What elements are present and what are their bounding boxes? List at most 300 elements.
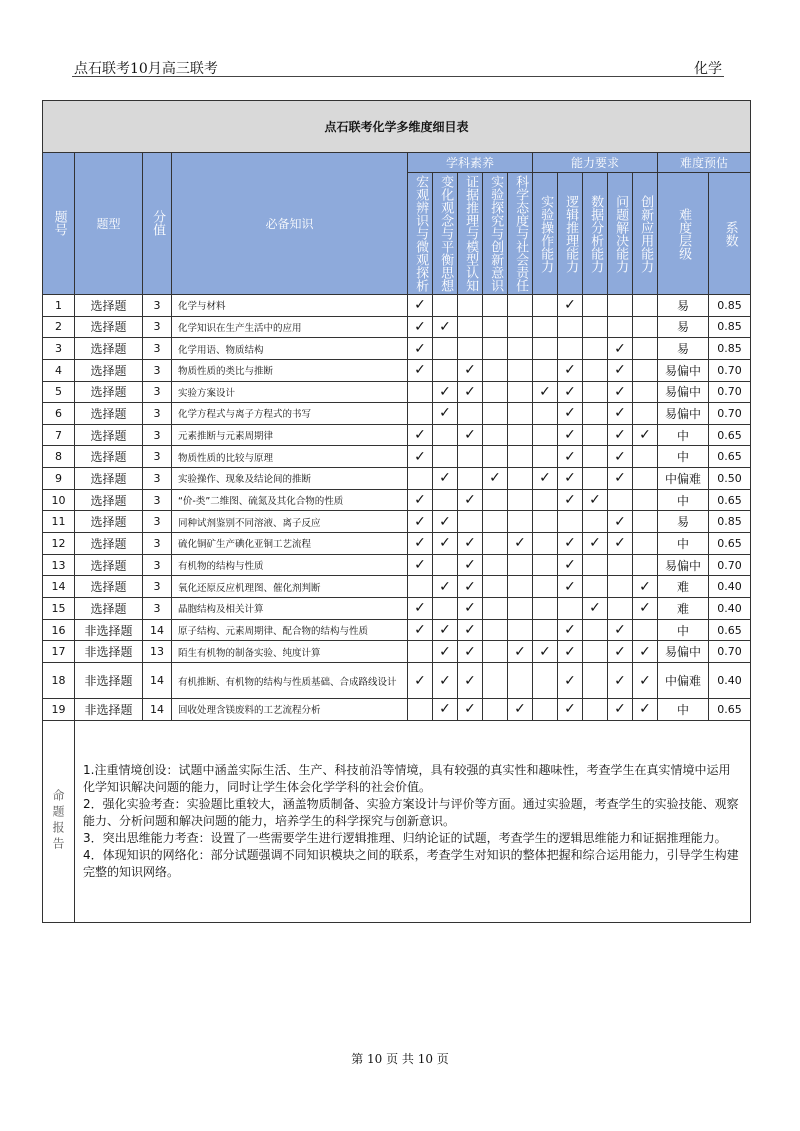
cell-score: 3	[143, 598, 172, 620]
col-header-ability: 数据分析能力	[583, 173, 608, 295]
cell-difficulty-level: 中	[658, 489, 709, 511]
cell-check: ✓	[558, 468, 583, 490]
cell-check	[483, 511, 508, 533]
cell-check: ✓	[633, 576, 658, 598]
report-body	[75, 720, 751, 922]
cell-num: 6	[43, 403, 75, 425]
cell-num: 7	[43, 424, 75, 446]
report-paragraph: 1.注重情境创设：试题中涵盖实际生活、生产、科技前沿等情境，具有较强的真实性和趣味性，考查学生在真实情境中运用化学知识解决问题的能力，同时让学生体会化学学科的社会价值。	[83, 762, 731, 794]
cell-knowledge: 回收处理含镁废料的工艺流程分析	[172, 699, 408, 721]
cell-check	[508, 554, 533, 576]
col-header-literacy: 科学态度与社会责任	[508, 173, 533, 295]
table-row	[43, 294, 751, 316]
cell-score: 3	[143, 403, 172, 425]
cell-check: ✓	[408, 619, 433, 641]
cell-check	[433, 598, 458, 620]
cell-check: ✓	[458, 576, 483, 598]
cell-coefficient: 0.85	[709, 316, 751, 338]
cell-check	[483, 489, 508, 511]
cell-check	[408, 468, 433, 490]
cell-coefficient: 0.50	[709, 468, 751, 490]
cell-check: ✓	[608, 533, 633, 555]
cell-check	[633, 511, 658, 533]
cell-check: ✓	[608, 359, 633, 381]
cell-check	[458, 294, 483, 316]
cell-check	[558, 316, 583, 338]
cell-num: 11	[43, 511, 75, 533]
cell-coefficient: 0.70	[709, 359, 751, 381]
cell-coefficient: 0.65	[709, 489, 751, 511]
cell-check	[533, 663, 558, 699]
cell-coefficient: 0.70	[709, 554, 751, 576]
cell-check: ✓	[458, 598, 483, 620]
cell-check	[533, 598, 558, 620]
cell-check: ✓	[433, 533, 458, 555]
cell-check: ✓	[558, 424, 583, 446]
cell-check	[633, 359, 658, 381]
col-header-literacy: 宏观辨识与微观探析	[408, 173, 433, 295]
cell-knowledge: 化学知识在生产生活中的应用	[172, 316, 408, 338]
cell-check: ✓	[408, 554, 433, 576]
cell-coefficient: 0.40	[709, 663, 751, 699]
cell-score: 14	[143, 619, 172, 641]
cell-coefficient: 0.40	[709, 598, 751, 620]
cell-check: ✓	[508, 699, 533, 721]
cell-num: 19	[43, 699, 75, 721]
cell-check: ✓	[458, 533, 483, 555]
cell-type: 选择题	[75, 381, 143, 403]
cell-difficulty-level: 中	[658, 619, 709, 641]
cell-check	[533, 359, 558, 381]
cell-check: ✓	[433, 316, 458, 338]
cell-check	[458, 403, 483, 425]
cell-check: ✓	[608, 699, 633, 721]
cell-check: ✓	[458, 619, 483, 641]
cell-coefficient: 0.65	[709, 619, 751, 641]
table-row	[43, 446, 751, 468]
header-exam-name: 点石联考10月高三联考	[74, 61, 218, 77]
cell-check: ✓	[458, 424, 483, 446]
cell-num: 2	[43, 316, 75, 338]
cell-check	[583, 294, 608, 316]
cell-num: 13	[43, 554, 75, 576]
cell-check	[433, 294, 458, 316]
cell-check	[608, 489, 633, 511]
cell-difficulty-level: 易	[658, 316, 709, 338]
cell-knowledge: 氧化还原反应机理图、催化剂判断	[172, 576, 408, 598]
cell-check: ✓	[408, 359, 433, 381]
cell-check: ✓	[608, 511, 633, 533]
cell-score: 3	[143, 381, 172, 403]
cell-check: ✓	[408, 446, 433, 468]
cell-check: ✓	[608, 381, 633, 403]
cell-check	[533, 576, 558, 598]
cell-check: ✓	[433, 511, 458, 533]
cell-check	[483, 619, 508, 641]
cell-check: ✓	[583, 533, 608, 555]
cell-check	[508, 619, 533, 641]
cell-check	[533, 619, 558, 641]
cell-coefficient: 0.70	[709, 641, 751, 663]
cell-difficulty-level: 中	[658, 446, 709, 468]
cell-check	[433, 446, 458, 468]
cell-score: 13	[143, 641, 172, 663]
cell-difficulty-level: 易偏中	[658, 403, 709, 425]
cell-check	[508, 403, 533, 425]
cell-check	[533, 533, 558, 555]
cell-score: 3	[143, 294, 172, 316]
cell-check	[533, 554, 558, 576]
cell-num: 12	[43, 533, 75, 555]
cell-type: 选择题	[75, 533, 143, 555]
cell-check	[583, 576, 608, 598]
cell-check	[483, 699, 508, 721]
cell-check	[508, 294, 533, 316]
table-row	[43, 424, 751, 446]
cell-check: ✓	[558, 403, 583, 425]
cell-num: 3	[43, 338, 75, 360]
cell-check	[458, 468, 483, 490]
cell-check: ✓	[408, 316, 433, 338]
cell-check	[533, 699, 558, 721]
cell-check: ✓	[433, 468, 458, 490]
cell-check: ✓	[633, 641, 658, 663]
cell-check	[533, 338, 558, 360]
cell-check	[533, 489, 558, 511]
cell-check: ✓	[558, 381, 583, 403]
cell-check	[633, 468, 658, 490]
cell-type: 非选择题	[75, 699, 143, 721]
cell-score: 3	[143, 554, 172, 576]
col-header-type: 题型	[75, 152, 143, 294]
table-row	[43, 598, 751, 620]
cell-check: ✓	[558, 359, 583, 381]
cell-check: ✓	[558, 533, 583, 555]
cell-check	[633, 446, 658, 468]
cell-check: ✓	[608, 446, 633, 468]
cell-check	[508, 424, 533, 446]
cell-check: ✓	[633, 699, 658, 721]
cell-check	[483, 554, 508, 576]
cell-check: ✓	[433, 619, 458, 641]
group-header-literacy: 学科素养	[408, 152, 533, 173]
col-header-ability: 问题解决能力	[608, 173, 633, 295]
cell-check	[483, 533, 508, 555]
cell-knowledge: 硫化铜矿生产碘化亚铜工艺流程	[172, 533, 408, 555]
cell-score: 3	[143, 468, 172, 490]
cell-check: ✓	[608, 338, 633, 360]
cell-check	[508, 468, 533, 490]
cell-score: 3	[143, 511, 172, 533]
cell-difficulty-level: 易	[658, 294, 709, 316]
col-header-score: 分值	[143, 152, 172, 294]
cell-check	[408, 403, 433, 425]
cell-check	[483, 598, 508, 620]
cell-check	[483, 403, 508, 425]
cell-knowledge: 化学与材料	[172, 294, 408, 316]
cell-check: ✓	[433, 663, 458, 699]
col-header-literacy: 实验探究与创新意识	[483, 173, 508, 295]
cell-num: 4	[43, 359, 75, 381]
cell-check	[483, 381, 508, 403]
cell-difficulty-level: 中偏难	[658, 663, 709, 699]
cell-check: ✓	[508, 533, 533, 555]
cell-check	[508, 576, 533, 598]
cell-check	[483, 338, 508, 360]
cell-knowledge: “价-类”二维图、硫氮及其化合物的性质	[172, 489, 408, 511]
cell-check: ✓	[458, 663, 483, 699]
cell-num: 10	[43, 489, 75, 511]
cell-check	[583, 468, 608, 490]
cell-type: 选择题	[75, 446, 143, 468]
cell-check	[508, 359, 533, 381]
cell-check	[583, 663, 608, 699]
cell-check: ✓	[458, 699, 483, 721]
cell-check: ✓	[558, 554, 583, 576]
cell-knowledge: 同种试剂鉴别不同溶液、离子反应	[172, 511, 408, 533]
cell-difficulty-level: 易偏中	[658, 381, 709, 403]
cell-check	[608, 576, 633, 598]
table-row	[43, 403, 751, 425]
cell-check	[608, 598, 633, 620]
cell-check: ✓	[458, 381, 483, 403]
cell-check: ✓	[558, 663, 583, 699]
cell-type: 非选择题	[75, 641, 143, 663]
cell-check: ✓	[558, 641, 583, 663]
cell-knowledge: 有机推断、有机物的结构与性质基础、合成路线设计	[172, 663, 408, 699]
cell-score: 3	[143, 446, 172, 468]
table-row	[43, 468, 751, 490]
cell-check	[633, 554, 658, 576]
cell-check	[583, 554, 608, 576]
cell-check: ✓	[608, 468, 633, 490]
cell-check	[633, 381, 658, 403]
cell-check: ✓	[608, 403, 633, 425]
table-row	[43, 533, 751, 555]
cell-type: 选择题	[75, 403, 143, 425]
cell-check: ✓	[608, 619, 633, 641]
table-row	[43, 489, 751, 511]
cell-check	[533, 511, 558, 533]
cell-check	[483, 576, 508, 598]
cell-score: 3	[143, 489, 172, 511]
cell-check	[508, 446, 533, 468]
cell-check	[608, 316, 633, 338]
cell-score: 3	[143, 338, 172, 360]
cell-check: ✓	[633, 424, 658, 446]
table-row	[43, 338, 751, 360]
cell-type: 选择题	[75, 576, 143, 598]
cell-type: 选择题	[75, 338, 143, 360]
cell-check: ✓	[558, 619, 583, 641]
cell-knowledge: 化学方程式与离子方程式的书写	[172, 403, 408, 425]
cell-num: 17	[43, 641, 75, 663]
cell-check	[583, 338, 608, 360]
cell-difficulty-level: 易	[658, 338, 709, 360]
cell-knowledge: 实验方案设计	[172, 381, 408, 403]
cell-type: 选择题	[75, 316, 143, 338]
table-row	[43, 699, 751, 721]
cell-check	[533, 403, 558, 425]
cell-check: ✓	[558, 576, 583, 598]
cell-check: ✓	[508, 641, 533, 663]
cell-check	[508, 316, 533, 338]
cell-coefficient: 0.85	[709, 294, 751, 316]
cell-check	[483, 446, 508, 468]
cell-check	[608, 554, 633, 576]
cell-check	[583, 446, 608, 468]
col-header-literacy: 证据推理与模型认知	[458, 173, 483, 295]
table-row	[43, 381, 751, 403]
cell-check: ✓	[558, 294, 583, 316]
table-row	[43, 554, 751, 576]
cell-type: 选择题	[75, 511, 143, 533]
cell-check: ✓	[533, 641, 558, 663]
cell-check: ✓	[458, 489, 483, 511]
cell-knowledge: 原子结构、元素周期律、配合物的结构与性质	[172, 619, 408, 641]
cell-check	[583, 359, 608, 381]
cell-check	[633, 338, 658, 360]
cell-check: ✓	[483, 468, 508, 490]
cell-check	[433, 424, 458, 446]
cell-type: 选择题	[75, 468, 143, 490]
col-header-ability: 逻辑推理能力	[558, 173, 583, 295]
cell-check: ✓	[408, 598, 433, 620]
cell-check	[583, 424, 608, 446]
cell-difficulty-level: 易偏中	[658, 359, 709, 381]
cell-coefficient: 0.65	[709, 699, 751, 721]
cell-check: ✓	[408, 489, 433, 511]
cell-score: 14	[143, 699, 172, 721]
cell-num: 15	[43, 598, 75, 620]
cell-num: 5	[43, 381, 75, 403]
cell-check: ✓	[583, 489, 608, 511]
cell-check	[433, 554, 458, 576]
cell-coefficient: 0.85	[709, 511, 751, 533]
table-row	[43, 576, 751, 598]
cell-check	[408, 699, 433, 721]
cell-check	[408, 576, 433, 598]
report-paragraph: 3．突出思维能力考查：设置了一些需要学生进行逻辑推理、归纳论证的试题，考查学生的逻辑思维能力和证据推理能力。	[83, 830, 727, 845]
report-label-cell	[43, 720, 75, 922]
group-header-difficulty: 难度预估	[658, 152, 751, 173]
cell-check	[633, 533, 658, 555]
cell-check	[458, 511, 483, 533]
cell-check	[458, 316, 483, 338]
cell-difficulty-level: 中	[658, 533, 709, 555]
cell-check: ✓	[583, 598, 608, 620]
cell-knowledge: 有机物的结构与性质	[172, 554, 408, 576]
cell-check	[633, 316, 658, 338]
cell-check	[458, 338, 483, 360]
cell-check	[433, 359, 458, 381]
cell-check: ✓	[408, 533, 433, 555]
cell-check	[508, 598, 533, 620]
cell-check	[408, 381, 433, 403]
cell-check	[433, 489, 458, 511]
cell-difficulty-level: 难	[658, 576, 709, 598]
cell-check	[633, 403, 658, 425]
page-header	[72, 56, 724, 77]
report-paragraph: 2．强化实验考查：实验题比重较大，涵盖物质制备、实验方案设计与评价等方面。通过实验题，考查学生的实验技能、观察能力、分析问题和解决问题的能力，培养学生的科学探究与创新意识。	[83, 796, 739, 828]
cell-check: ✓	[558, 699, 583, 721]
cell-check	[533, 446, 558, 468]
cell-check: ✓	[533, 381, 558, 403]
cell-check	[583, 316, 608, 338]
cell-type: 选择题	[75, 294, 143, 316]
cell-num: 1	[43, 294, 75, 316]
cell-score: 3	[143, 533, 172, 555]
cell-check	[508, 511, 533, 533]
cell-type: 选择题	[75, 424, 143, 446]
cell-type: 选择题	[75, 359, 143, 381]
cell-num: 8	[43, 446, 75, 468]
cell-difficulty-level: 易	[658, 511, 709, 533]
cell-difficulty-level: 中	[658, 699, 709, 721]
cell-knowledge: 物质性质的比较与原理	[172, 446, 408, 468]
table-row	[43, 359, 751, 381]
cell-coefficient: 0.65	[709, 533, 751, 555]
cell-check	[483, 316, 508, 338]
report-label: 命题报告	[51, 789, 65, 854]
cell-type: 非选择题	[75, 619, 143, 641]
cell-type: 选择题	[75, 598, 143, 620]
cell-score: 3	[143, 316, 172, 338]
cell-check	[483, 359, 508, 381]
cell-check: ✓	[433, 641, 458, 663]
cell-check	[583, 619, 608, 641]
cell-check	[533, 316, 558, 338]
col-header-knowledge: 必备知识	[172, 152, 408, 294]
cell-check: ✓	[533, 468, 558, 490]
cell-check	[508, 489, 533, 511]
cell-difficulty-level: 中偏难	[658, 468, 709, 490]
cell-knowledge: 化学用语、物质结构	[172, 338, 408, 360]
cell-check	[633, 619, 658, 641]
cell-check	[583, 403, 608, 425]
cell-check	[633, 294, 658, 316]
cell-check	[408, 641, 433, 663]
cell-type: 选择题	[75, 554, 143, 576]
cell-check: ✓	[433, 699, 458, 721]
table-row	[43, 663, 751, 699]
cell-check	[508, 663, 533, 699]
cell-type: 非选择题	[75, 663, 143, 699]
cell-check: ✓	[558, 446, 583, 468]
cell-check	[583, 699, 608, 721]
cell-score: 14	[143, 663, 172, 699]
cell-coefficient: 0.70	[709, 403, 751, 425]
table-row	[43, 619, 751, 641]
table-title: 点石联考化学多维度细目表	[43, 101, 751, 153]
cell-coefficient: 0.85	[709, 338, 751, 360]
cell-check: ✓	[408, 424, 433, 446]
cell-difficulty-level: 易偏中	[658, 554, 709, 576]
cell-check	[583, 511, 608, 533]
cell-num: 9	[43, 468, 75, 490]
cell-score: 3	[143, 576, 172, 598]
col-header-literacy: 变化观念与平衡思想	[433, 173, 458, 295]
cell-check: ✓	[558, 489, 583, 511]
cell-difficulty-level: 易偏中	[658, 641, 709, 663]
cell-check: ✓	[408, 338, 433, 360]
table-row	[43, 511, 751, 533]
cell-check	[483, 663, 508, 699]
table-row	[43, 316, 751, 338]
cell-score: 3	[143, 424, 172, 446]
cell-check: ✓	[433, 576, 458, 598]
cell-check	[483, 294, 508, 316]
